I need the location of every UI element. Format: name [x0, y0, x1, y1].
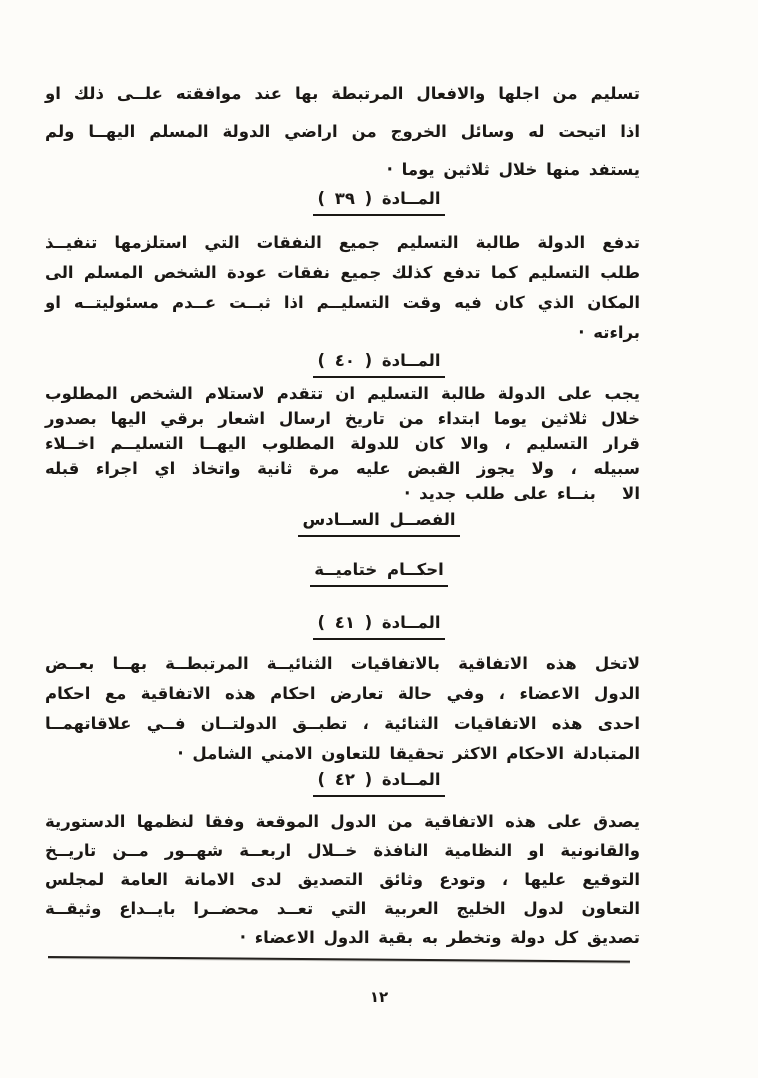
body-text-line: تسليم من اجلها والافعال المرتبطة بها عند موافقته علــى ذلك او: [45, 84, 640, 103]
body-text-line: طلب التسليم كما تدفع كذلك جميع نفقات عودة الشخص المسلم الى: [45, 263, 640, 282]
body-text-line: لاتخل هذه الاتفاقية بالاتفاقيات الثنائيــة المرتبطــة بهــا بعــض: [45, 654, 640, 673]
chapter-6-heading-text: الفصــل الســادس: [298, 510, 459, 537]
body-text-line: التعاون لدول الخليج العربية التي تعــد محضــرا بايــداع وثيقــة: [45, 899, 640, 918]
article-39-heading: [0, 189, 758, 216]
final-provisions-heading-text: احكــام ختاميــة: [310, 560, 448, 587]
body-text-line: المتبادلة الاحكام الاكثر تحقيقا للتعاون الامني الشامل ·: [177, 744, 640, 763]
body-text-line: تصديق كل دولة وتخطر به بقية الدول الاعضاء ·: [239, 928, 640, 947]
body-text-line: التوقيع عليها ، وتودع وثائق التصديق لدى الامانة العامة لمجلس: [45, 870, 640, 889]
page-number: ١٢: [369, 988, 389, 1006]
body-text-line: يستفد منها خلال ثلاثين يوما ·: [386, 160, 640, 179]
paragraph-article-42: [45, 807, 640, 952]
body-text-line: احدى هذه الاتفاقيات الثنائية ، تطبــق الدولتــان فــي علاقاتهمــا: [45, 714, 640, 733]
body-text-line: براءته ·: [578, 323, 640, 342]
body-text-line: الا بنــاء على طلب جديد ·: [404, 484, 640, 503]
paragraph-article-40: [45, 381, 640, 506]
body-text-line: الدول الاعضاء ، وفي حالة تعارض احكام هذه الاتفاقية مع احكام: [45, 684, 640, 703]
body-text-line: تدفع الدولة طالبة التسليم جميع النفقات التي استلزمها تنفيــذ: [45, 233, 640, 252]
paragraph-intro: [45, 75, 640, 189]
body-text-line: قرار التسليم ، والا كان للدولة المطلوب اليهــا التسليــم اخــلاء: [45, 434, 640, 453]
article-40-heading: [0, 351, 758, 378]
footer-rule: [48, 956, 630, 963]
paragraph-article-39: [45, 228, 640, 348]
body-text-line: والقانونية او النظامية النافذة خــلال اربعــة شهــور مــن تاريــخ: [45, 841, 640, 860]
final-provisions-heading: [0, 560, 758, 587]
body-text-line: خلال ثلاثين يوما ابتداء من تاريخ ارسال اشعار برقي اليها بصدور: [45, 409, 640, 428]
article-39-heading-text: المــادة ( ٣٩ ): [313, 189, 444, 216]
body-text-line: سبيله ، ولا يجوز القبض عليه مرة ثانية واتخاذ اي اجراء قبله: [45, 459, 640, 478]
body-text-line: يجب على الدولة طالبة التسليم ان تتقدم لاستلام الشخص المطلوب: [45, 384, 640, 403]
article-42-heading-text: المــادة ( ٤٢ ): [313, 770, 444, 797]
article-41-heading-text: المــادة ( ٤١ ): [313, 613, 444, 640]
body-text-line: يصدق على هذه الاتفاقية من الدول الموقعة وفقا لنظمها الدستورية: [45, 812, 640, 831]
chapter-6-heading: [0, 510, 758, 537]
article-42-heading: [0, 770, 758, 797]
body-text-line: المكان الذي كان فيه وقت التسليــم اذا ثبــت عــدم مسئوليتــه او: [45, 293, 640, 312]
article-40-heading-text: المــادة ( ٤٠ ): [313, 351, 444, 378]
body-text-line: اذا اتيحت له وسائل الخروج من اراضي الدولة المسلم اليهــا ولم: [45, 122, 640, 141]
article-41-heading: [0, 613, 758, 640]
paragraph-article-41: [45, 649, 640, 769]
